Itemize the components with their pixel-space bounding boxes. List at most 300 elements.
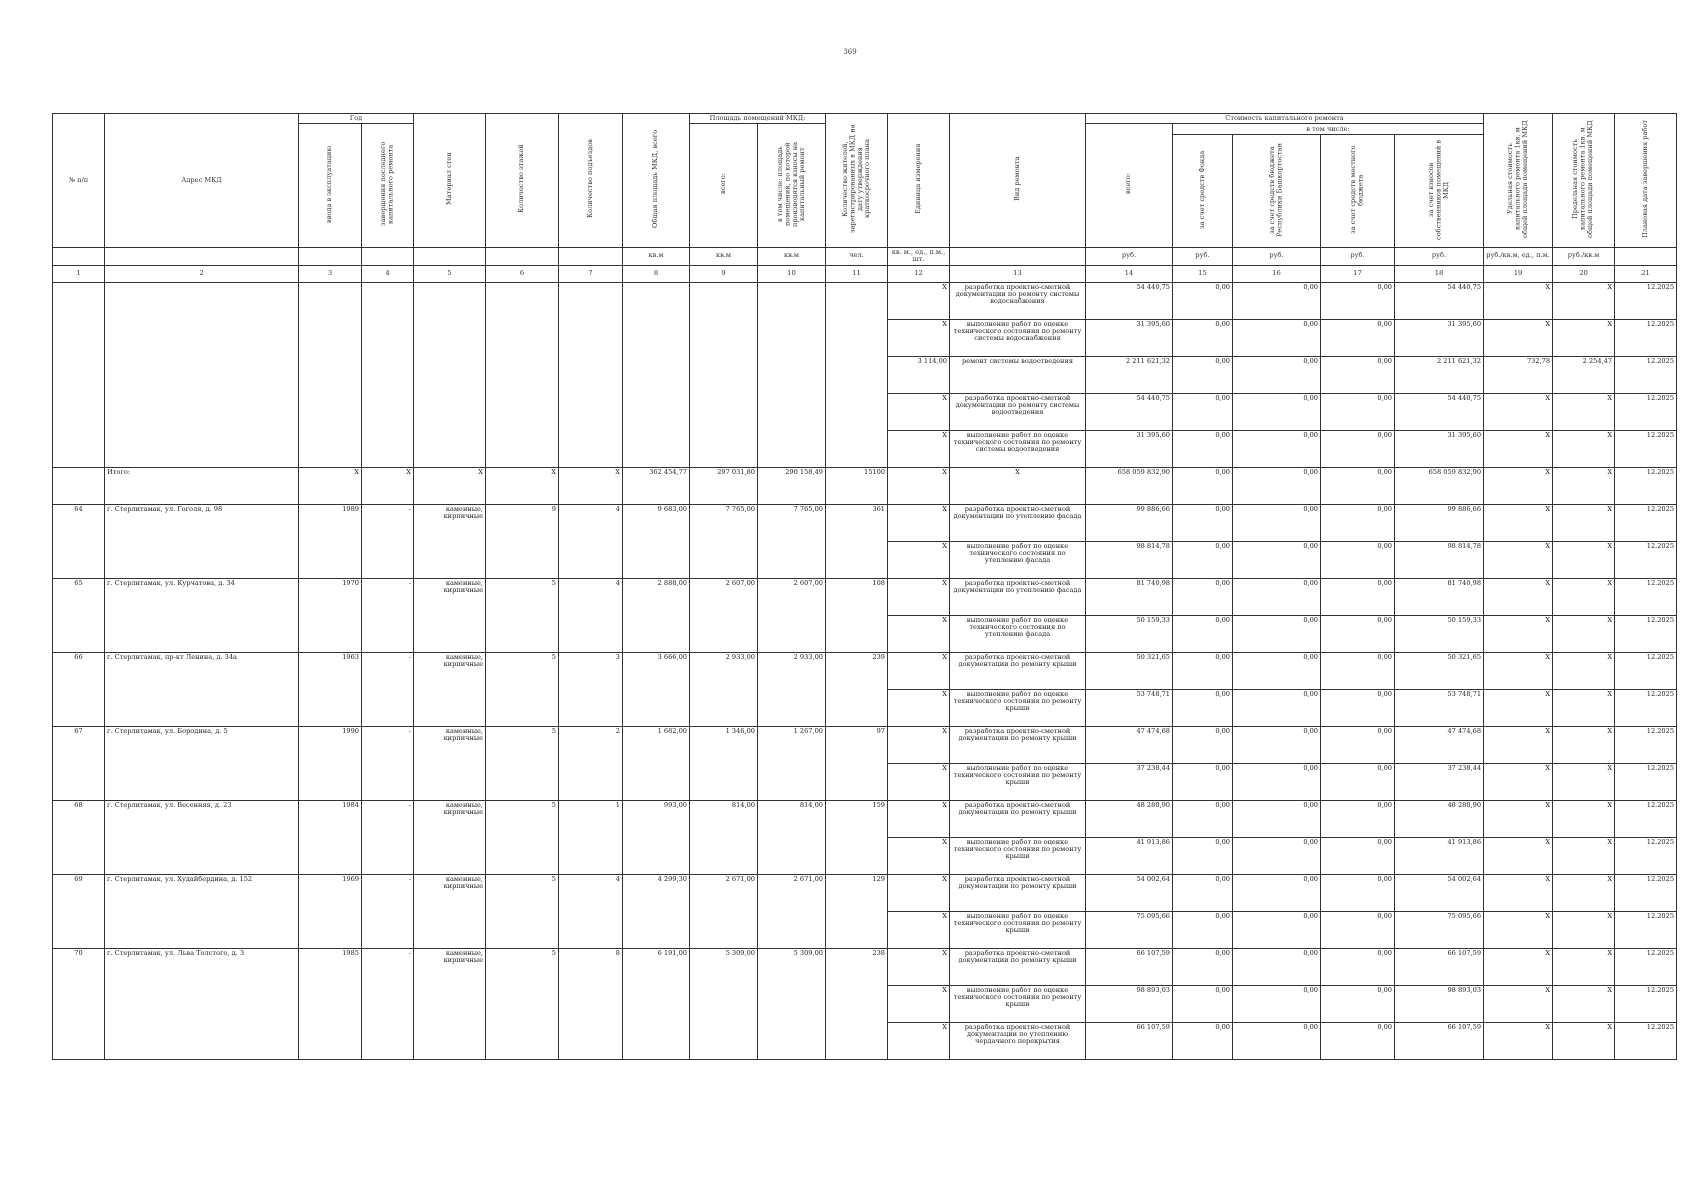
specific-cost-cell: X bbox=[1484, 541, 1553, 578]
row-number-cell: 69 bbox=[53, 874, 105, 948]
limit-cost-cell: X bbox=[1553, 652, 1615, 689]
col-header-19-text: Удельная стоимость капитального ремонта 1кв. м общей площади помещений МКД bbox=[1505, 120, 1529, 238]
cost-owners-cell: 98 814,78 bbox=[1395, 541, 1484, 578]
cost-total-cell: 31 395,60 bbox=[1086, 319, 1173, 356]
completion-date-cell: 12.2025 bbox=[1615, 689, 1677, 726]
col-header-incl: в том числе: bbox=[1173, 124, 1484, 135]
col-header-3-text: ввода в эксплуатацию bbox=[325, 145, 334, 223]
blank-area-cell bbox=[623, 282, 690, 467]
specific-cost-cell: X bbox=[1484, 763, 1553, 800]
unit-cell: X bbox=[888, 837, 950, 874]
column-index-row bbox=[53, 265, 1677, 282]
last-repair-cell: - bbox=[362, 578, 414, 652]
floors-cell: 5 bbox=[486, 948, 559, 1059]
premises-area-cell: 2 671,00 bbox=[690, 874, 758, 948]
cost-total-cell: 66 107,59 bbox=[1086, 948, 1173, 985]
col-header-1: № п/п bbox=[53, 114, 105, 248]
blank-floors-cell bbox=[486, 282, 559, 467]
cost-fund-cell: 0,00 bbox=[1173, 800, 1233, 837]
cost-fund-cell: 0,00 bbox=[1173, 319, 1233, 356]
wall-material-cell: каменные, кирпичные bbox=[414, 578, 486, 652]
cost-fund-cell: 0,00 bbox=[1173, 874, 1233, 911]
totals-area-all-cell: 297 031,80 bbox=[690, 467, 758, 504]
floors-cell: 5 bbox=[486, 652, 559, 726]
completion-date-cell: 12.2025 bbox=[1615, 504, 1677, 541]
limit-cost-cell: X bbox=[1553, 541, 1615, 578]
col-header-7-text: Количество подъездов bbox=[585, 139, 594, 219]
cost-owners-cell: 54 002,64 bbox=[1395, 874, 1484, 911]
address-cell: г. Стерлитамак, ул. Весенняя, д. 23 bbox=[105, 800, 299, 874]
premises-area-cell: 5 309,00 bbox=[690, 948, 758, 1059]
cost-owners-cell: 81 740,98 bbox=[1395, 578, 1484, 615]
cost-owners-cell: 37 238,44 bbox=[1395, 763, 1484, 800]
total-area-cell: 9 683,00 bbox=[623, 504, 690, 578]
index-cell: 13 bbox=[950, 265, 1086, 282]
year-built-cell: 1989 bbox=[299, 504, 362, 578]
fee-area-cell: 1 267,00 bbox=[758, 726, 826, 800]
cost-owners-cell: 50 321,65 bbox=[1395, 652, 1484, 689]
index-cell: 14 bbox=[1086, 265, 1173, 282]
residents-cell: 129 bbox=[826, 874, 888, 948]
entrances-cell: 4 bbox=[559, 578, 623, 652]
residents-cell: 361 bbox=[826, 504, 888, 578]
table-row bbox=[53, 874, 1677, 911]
cost-republic-cell: 0,00 bbox=[1233, 689, 1321, 726]
last-repair-cell: - bbox=[362, 652, 414, 726]
unit-cell: X bbox=[888, 874, 950, 911]
cost-republic-cell: 0,00 bbox=[1233, 800, 1321, 837]
work-type-cell: выполнение работ по оценке технического состояния по утеплению фасада bbox=[950, 615, 1086, 652]
completion-date-cell: 12.2025 bbox=[1615, 319, 1677, 356]
completion-date-cell: 12.2025 bbox=[1615, 356, 1677, 393]
premises-area-cell: 2 933,00 bbox=[690, 652, 758, 726]
repair-plan-table bbox=[52, 113, 1677, 1060]
specific-cost-cell: X bbox=[1484, 800, 1553, 837]
totals-cell: X bbox=[414, 467, 486, 504]
cost-local-cell: 0,00 bbox=[1321, 504, 1395, 541]
fee-area-cell: 2 671,00 bbox=[758, 874, 826, 948]
cost-local-cell: 0,00 bbox=[1321, 578, 1395, 615]
page-number: 369 bbox=[843, 48, 857, 56]
specific-cost-cell: X bbox=[1484, 578, 1553, 615]
col-header-18-text: за счет взносов собственников помещений в МКД bbox=[1426, 139, 1450, 240]
cost-local-cell: 0,00 bbox=[1321, 763, 1395, 800]
row-number-cell: 70 bbox=[53, 948, 105, 1059]
unit-cell: X bbox=[888, 763, 950, 800]
address-cell: г. Стерлитамак, ул. Курчатова, д. 34 bbox=[105, 578, 299, 652]
specific-cost-cell: X bbox=[1484, 504, 1553, 541]
unit-cell: X bbox=[888, 985, 950, 1022]
specific-cost-cell: X bbox=[1484, 911, 1553, 948]
work-type-cell: выполнение работ по оценке технического состояния по ремонту системы водоотведения bbox=[950, 430, 1086, 467]
col-header-4-text: завершения последнего капитального ремонта bbox=[379, 142, 395, 227]
cost-fund-cell: 0,00 bbox=[1173, 282, 1233, 319]
residents-cell: 238 bbox=[826, 948, 888, 1059]
cost-republic-cell: 0,00 bbox=[1233, 541, 1321, 578]
cost-total-cell: 37 238,44 bbox=[1086, 763, 1173, 800]
unit-cell: X bbox=[888, 726, 950, 763]
premises-area-cell: 814,00 bbox=[690, 800, 758, 874]
cost-fund-cell: 0,00 bbox=[1173, 578, 1233, 615]
totals-number-cell bbox=[53, 467, 105, 504]
total-area-cell: 4 299,30 bbox=[623, 874, 690, 948]
completion-date-cell: 12.2025 bbox=[1615, 1022, 1677, 1059]
totals-limit-cell: X bbox=[1553, 467, 1615, 504]
col-header-17-text: за счет средств местного бюджета bbox=[1349, 145, 1365, 234]
cost-total-cell: 54 440,75 bbox=[1086, 282, 1173, 319]
work-type-cell: выполнение работ по оценке технического состояния по ремонту крыши bbox=[950, 689, 1086, 726]
index-cell: 19 bbox=[1484, 265, 1553, 282]
specific-cost-cell: 732,78 bbox=[1484, 356, 1553, 393]
unit-cell: X bbox=[888, 393, 950, 430]
work-type-cell: выполнение работ по оценке технического состояния по утеплению фасада bbox=[950, 541, 1086, 578]
last-repair-cell: - bbox=[362, 800, 414, 874]
total-area-cell: 6 191,00 bbox=[623, 948, 690, 1059]
cost-republic-cell: 0,00 bbox=[1233, 319, 1321, 356]
cost-total-cell: 53 748,71 bbox=[1086, 689, 1173, 726]
cost-local-cell: 0,00 bbox=[1321, 393, 1395, 430]
cost-fund-cell: 0,00 bbox=[1173, 1022, 1233, 1059]
index-cell: 1 bbox=[53, 265, 105, 282]
table-row bbox=[53, 504, 1677, 541]
specific-cost-cell: X bbox=[1484, 615, 1553, 652]
col-header-10-text: в том числе: площадь помещений, по которой производятся взносы на капитальный ремонт bbox=[775, 141, 806, 227]
unit-cell: руб. bbox=[1173, 247, 1233, 265]
cost-owners-cell: 41 913,86 bbox=[1395, 837, 1484, 874]
col-header-6 bbox=[486, 114, 559, 248]
specific-cost-cell: X bbox=[1484, 282, 1553, 319]
work-type-cell: разработка проектно-сметной документации по ремонту крыши bbox=[950, 726, 1086, 763]
totals-area-fee-cell: 290 158,49 bbox=[758, 467, 826, 504]
col-header-16 bbox=[1233, 135, 1321, 248]
cost-republic-cell: 0,00 bbox=[1233, 985, 1321, 1022]
cost-total-cell: 31 395,60 bbox=[1086, 430, 1173, 467]
units-row bbox=[53, 247, 1677, 265]
cost-fund-cell: 0,00 bbox=[1173, 541, 1233, 578]
fee-area-cell: 5 309,00 bbox=[758, 948, 826, 1059]
entrances-cell: 4 bbox=[559, 504, 623, 578]
premises-area-cell: 1 346,00 bbox=[690, 726, 758, 800]
cost-republic-cell: 0,00 bbox=[1233, 874, 1321, 911]
cost-total-cell: 2 211 621,32 bbox=[1086, 356, 1173, 393]
limit-cost-cell: X bbox=[1553, 393, 1615, 430]
row-number-cell: 64 bbox=[53, 504, 105, 578]
col-header-21 bbox=[1615, 114, 1677, 248]
unit-cell: X bbox=[888, 430, 950, 467]
cost-total-cell: 98 893,03 bbox=[1086, 985, 1173, 1022]
specific-cost-cell: X bbox=[1484, 319, 1553, 356]
year-built-cell: 1970 bbox=[299, 578, 362, 652]
unit-cell: X bbox=[888, 282, 950, 319]
wall-material-cell: каменные, кирпичные bbox=[414, 948, 486, 1059]
unit-cell: X bbox=[888, 1022, 950, 1059]
specific-cost-cell: X bbox=[1484, 1022, 1553, 1059]
table-row bbox=[53, 726, 1677, 763]
totals-cell: X bbox=[299, 467, 362, 504]
floors-cell: 5 bbox=[486, 726, 559, 800]
cost-total-cell: 50 159,33 bbox=[1086, 615, 1173, 652]
totals-label: Итого: bbox=[105, 467, 299, 504]
unit-cell: X bbox=[888, 319, 950, 356]
cost-fund-cell: 0,00 bbox=[1173, 615, 1233, 652]
total-area-cell: 2 888,00 bbox=[623, 578, 690, 652]
wall-material-cell: каменные, кирпичные bbox=[414, 504, 486, 578]
cost-republic-cell: 0,00 bbox=[1233, 578, 1321, 615]
col-header-7 bbox=[559, 114, 623, 248]
col-header-17 bbox=[1321, 135, 1395, 248]
unit-cell: X bbox=[888, 689, 950, 726]
limit-cost-cell: X bbox=[1553, 948, 1615, 985]
index-cell: 21 bbox=[1615, 265, 1677, 282]
index-cell: 16 bbox=[1233, 265, 1321, 282]
unit-cell: руб. bbox=[1321, 247, 1395, 265]
cost-local-cell: 0,00 bbox=[1321, 985, 1395, 1022]
index-cell: 15 bbox=[1173, 265, 1233, 282]
cost-local-cell: 0,00 bbox=[1321, 541, 1395, 578]
work-type-cell: выполнение работ по оценке технического состояния по ремонту крыши bbox=[950, 985, 1086, 1022]
col-header-cost-group: Стоимость капитального ремонта bbox=[1086, 114, 1484, 124]
cost-owners-cell: 54 440,75 bbox=[1395, 282, 1484, 319]
total-area-cell: 1 682,00 bbox=[623, 726, 690, 800]
limit-cost-cell: X bbox=[1553, 874, 1615, 911]
last-repair-cell: - bbox=[362, 948, 414, 1059]
unit-cell: кв.м bbox=[758, 247, 826, 265]
col-header-15 bbox=[1173, 135, 1233, 248]
cost-local-cell: 0,00 bbox=[1321, 874, 1395, 911]
cost-owners-cell: 50 159,33 bbox=[1395, 615, 1484, 652]
cost-total-cell: 54 002,64 bbox=[1086, 874, 1173, 911]
col-header-20-text: Предельная стоимость капитального ремонта 1кв. м общей площади помещений МКД bbox=[1571, 120, 1595, 238]
specific-cost-cell: X bbox=[1484, 430, 1553, 467]
col-header-19 bbox=[1484, 114, 1553, 248]
totals-area-cell: 362 454,77 bbox=[623, 467, 690, 504]
completion-date-cell: 12.2025 bbox=[1615, 763, 1677, 800]
total-area-cell: 3 666,00 bbox=[623, 652, 690, 726]
fee-area-cell: 2 607,00 bbox=[758, 578, 826, 652]
blank-area-fee-cell bbox=[758, 282, 826, 467]
unit-cell: X bbox=[888, 948, 950, 985]
cost-owners-cell: 66 107,59 bbox=[1395, 948, 1484, 985]
index-cell: 11 bbox=[826, 265, 888, 282]
cost-fund-cell: 0,00 bbox=[1173, 763, 1233, 800]
totals-local-cell: 0,00 bbox=[1321, 467, 1395, 504]
floors-cell: 9 bbox=[486, 504, 559, 578]
work-type-cell: выполнение работ по оценке технического состояния по ремонту крыши bbox=[950, 837, 1086, 874]
cost-owners-cell: 53 748,71 bbox=[1395, 689, 1484, 726]
totals-owners-cell: 658 059 832,90 bbox=[1395, 467, 1484, 504]
work-type-cell: выполнение работ по оценке технического состояния по ремонту крыши bbox=[950, 763, 1086, 800]
cost-republic-cell: 0,00 bbox=[1233, 356, 1321, 393]
address-cell: г. Стерлитамак, ул. Гоголя, д. 98 bbox=[105, 504, 299, 578]
index-cell: 4 bbox=[362, 265, 414, 282]
completion-date-cell: 12.2025 bbox=[1615, 726, 1677, 763]
cost-local-cell: 0,00 bbox=[1321, 911, 1395, 948]
col-header-5 bbox=[414, 114, 486, 248]
year-built-cell: 1969 bbox=[299, 874, 362, 948]
index-cell: 5 bbox=[414, 265, 486, 282]
work-type-cell: разработка проектно-сметной документации по утеплению фасада bbox=[950, 578, 1086, 615]
index-cell: 10 bbox=[758, 265, 826, 282]
index-cell: 8 bbox=[623, 265, 690, 282]
cost-owners-cell: 31 395,60 bbox=[1395, 319, 1484, 356]
completion-date-cell: 12.2025 bbox=[1615, 948, 1677, 985]
table-row bbox=[53, 282, 1677, 319]
col-header-13 bbox=[950, 114, 1086, 248]
limit-cost-cell: X bbox=[1553, 985, 1615, 1022]
address-cell: г. Стерлитамак, пр-кт Ленина, д. 34а bbox=[105, 652, 299, 726]
fee-area-cell: 814,00 bbox=[758, 800, 826, 874]
unit-cell: X bbox=[888, 911, 950, 948]
cost-total-cell: 81 740,98 bbox=[1086, 578, 1173, 615]
limit-cost-cell: X bbox=[1553, 1022, 1615, 1059]
residents-cell: 239 bbox=[826, 652, 888, 726]
cost-fund-cell: 0,00 bbox=[1173, 837, 1233, 874]
blank-material-cell bbox=[414, 282, 486, 467]
cost-owners-cell: 54 440,75 bbox=[1395, 393, 1484, 430]
table-body bbox=[53, 282, 1677, 1059]
entrances-cell: 8 bbox=[559, 948, 623, 1059]
floors-cell: 5 bbox=[486, 578, 559, 652]
totals-work-cell: X bbox=[950, 467, 1086, 504]
totals-cell: X bbox=[362, 467, 414, 504]
index-cell: 9 bbox=[690, 265, 758, 282]
blank-number-cell bbox=[53, 282, 105, 467]
unit-cell: кв.м bbox=[690, 247, 758, 265]
cost-republic-cell: 0,00 bbox=[1233, 430, 1321, 467]
entrances-cell: 2 bbox=[559, 726, 623, 800]
year-built-cell: 1990 bbox=[299, 726, 362, 800]
cost-republic-cell: 0,00 bbox=[1233, 282, 1321, 319]
unit-cell: X bbox=[888, 615, 950, 652]
residents-cell: 97 bbox=[826, 726, 888, 800]
total-area-cell: 993,00 bbox=[623, 800, 690, 874]
completion-date-cell: 12.2025 bbox=[1615, 430, 1677, 467]
completion-date-cell: 12.2025 bbox=[1615, 985, 1677, 1022]
cost-republic-cell: 0,00 bbox=[1233, 615, 1321, 652]
limit-cost-cell: X bbox=[1553, 726, 1615, 763]
cost-total-cell: 41 913,86 bbox=[1086, 837, 1173, 874]
wall-material-cell: каменные, кирпичные bbox=[414, 874, 486, 948]
limit-cost-cell: X bbox=[1553, 282, 1615, 319]
cost-fund-cell: 0,00 bbox=[1173, 726, 1233, 763]
index-cell: 20 bbox=[1553, 265, 1615, 282]
entrances-cell: 3 bbox=[559, 652, 623, 726]
totals-date-cell: 12.2025 bbox=[1615, 467, 1677, 504]
completion-date-cell: 12.2025 bbox=[1615, 615, 1677, 652]
work-type-cell: разработка проектно-сметной документации по утеплению фасада bbox=[950, 504, 1086, 541]
residents-cell: 108 bbox=[826, 578, 888, 652]
cost-local-cell: 0,00 bbox=[1321, 800, 1395, 837]
specific-cost-cell: X bbox=[1484, 726, 1553, 763]
address-cell: г. Стерлитамак, ул. Льва Толстого, д. 3 bbox=[105, 948, 299, 1059]
wall-material-cell: каменные, кирпичные bbox=[414, 726, 486, 800]
col-header-18 bbox=[1395, 135, 1484, 248]
totals-republic-cell: 0,00 bbox=[1233, 467, 1321, 504]
work-type-cell: выполнение работ по оценке технического состояния по ремонту системы водоснабжения bbox=[950, 319, 1086, 356]
wall-material-cell: каменные, кирпичные bbox=[414, 652, 486, 726]
completion-date-cell: 12.2025 bbox=[1615, 541, 1677, 578]
fee-area-cell: 7 765,00 bbox=[758, 504, 826, 578]
blank-entrances-cell bbox=[559, 282, 623, 467]
cost-local-cell: 0,00 bbox=[1321, 356, 1395, 393]
col-header-16-text: за счет средств бюджета Республики Башкортостан bbox=[1268, 142, 1284, 237]
cost-republic-cell: 0,00 bbox=[1233, 726, 1321, 763]
blank-last-repair-cell bbox=[362, 282, 414, 467]
specific-cost-cell: X bbox=[1484, 652, 1553, 689]
cost-fund-cell: 0,00 bbox=[1173, 504, 1233, 541]
totals-residents-cell: 15100 bbox=[826, 467, 888, 504]
cost-local-cell: 0,00 bbox=[1321, 689, 1395, 726]
limit-cost-cell: X bbox=[1553, 800, 1615, 837]
col-header-10 bbox=[758, 124, 826, 247]
col-header-8-text: Общая площадь МКД, всего bbox=[651, 130, 660, 229]
totals-cell: X bbox=[559, 467, 623, 504]
premises-area-cell: 7 765,00 bbox=[690, 504, 758, 578]
blank-year-cell bbox=[299, 282, 362, 467]
cost-local-cell: 0,00 bbox=[1321, 652, 1395, 689]
unit-cell: X bbox=[888, 578, 950, 615]
cost-fund-cell: 0,00 bbox=[1173, 911, 1233, 948]
cost-republic-cell: 0,00 bbox=[1233, 763, 1321, 800]
blank-area-all-cell bbox=[690, 282, 758, 467]
blank-address-cell bbox=[105, 282, 299, 467]
table-header bbox=[53, 114, 1677, 283]
unit-cell: кв. м., ед., п.м., шт. bbox=[888, 247, 950, 265]
cost-total-cell: 99 886,66 bbox=[1086, 504, 1173, 541]
cost-republic-cell: 0,00 bbox=[1233, 652, 1321, 689]
cost-republic-cell: 0,00 bbox=[1233, 911, 1321, 948]
premises-area-cell: 2 607,00 bbox=[690, 578, 758, 652]
totals-row bbox=[53, 467, 1677, 504]
col-header-11-text: Количество жителей, зарегистрированных в МКД на дату утверждения краткосрочного плана bbox=[840, 124, 871, 234]
cost-owners-cell: 75 095,66 bbox=[1395, 911, 1484, 948]
unit-cell: чел. bbox=[826, 247, 888, 265]
cost-total-cell: 98 814,78 bbox=[1086, 541, 1173, 578]
index-cell: 7 bbox=[559, 265, 623, 282]
unit-cell: руб. bbox=[1233, 247, 1321, 265]
cost-local-cell: 0,00 bbox=[1321, 1022, 1395, 1059]
unit-cell: X bbox=[888, 504, 950, 541]
cost-local-cell: 0,00 bbox=[1321, 837, 1395, 874]
table-row bbox=[53, 652, 1677, 689]
cost-owners-cell: 66 107,59 bbox=[1395, 1022, 1484, 1059]
completion-date-cell: 12.2025 bbox=[1615, 874, 1677, 911]
col-header-13-text: Вид ремонта bbox=[1012, 156, 1021, 202]
limit-cost-cell: X bbox=[1553, 615, 1615, 652]
work-type-cell: разработка проектно-сметной документации по ремонту крыши bbox=[950, 652, 1086, 689]
cost-owners-cell: 47 474,68 bbox=[1395, 726, 1484, 763]
cost-republic-cell: 0,00 bbox=[1233, 837, 1321, 874]
index-cell: 18 bbox=[1395, 265, 1484, 282]
cost-total-cell: 75 095,66 bbox=[1086, 911, 1173, 948]
last-repair-cell: - bbox=[362, 874, 414, 948]
cost-fund-cell: 0,00 bbox=[1173, 356, 1233, 393]
last-repair-cell: - bbox=[362, 726, 414, 800]
completion-date-cell: 12.2025 bbox=[1615, 911, 1677, 948]
completion-date-cell: 12.2025 bbox=[1615, 837, 1677, 874]
cost-owners-cell: 99 886,66 bbox=[1395, 504, 1484, 541]
limit-cost-cell: X bbox=[1553, 430, 1615, 467]
table-row bbox=[53, 578, 1677, 615]
index-cell: 17 bbox=[1321, 265, 1395, 282]
unit-cell: руб./кв.м bbox=[1553, 247, 1615, 265]
residents-cell: 159 bbox=[826, 800, 888, 874]
work-type-cell: разработка проектно-сметной документации по утеплению чердачного перекрытия bbox=[950, 1022, 1086, 1059]
cost-republic-cell: 0,00 bbox=[1233, 948, 1321, 985]
col-header-11 bbox=[826, 114, 888, 248]
col-header-8 bbox=[623, 114, 690, 248]
col-header-12-text: Единица измерения bbox=[913, 143, 922, 215]
